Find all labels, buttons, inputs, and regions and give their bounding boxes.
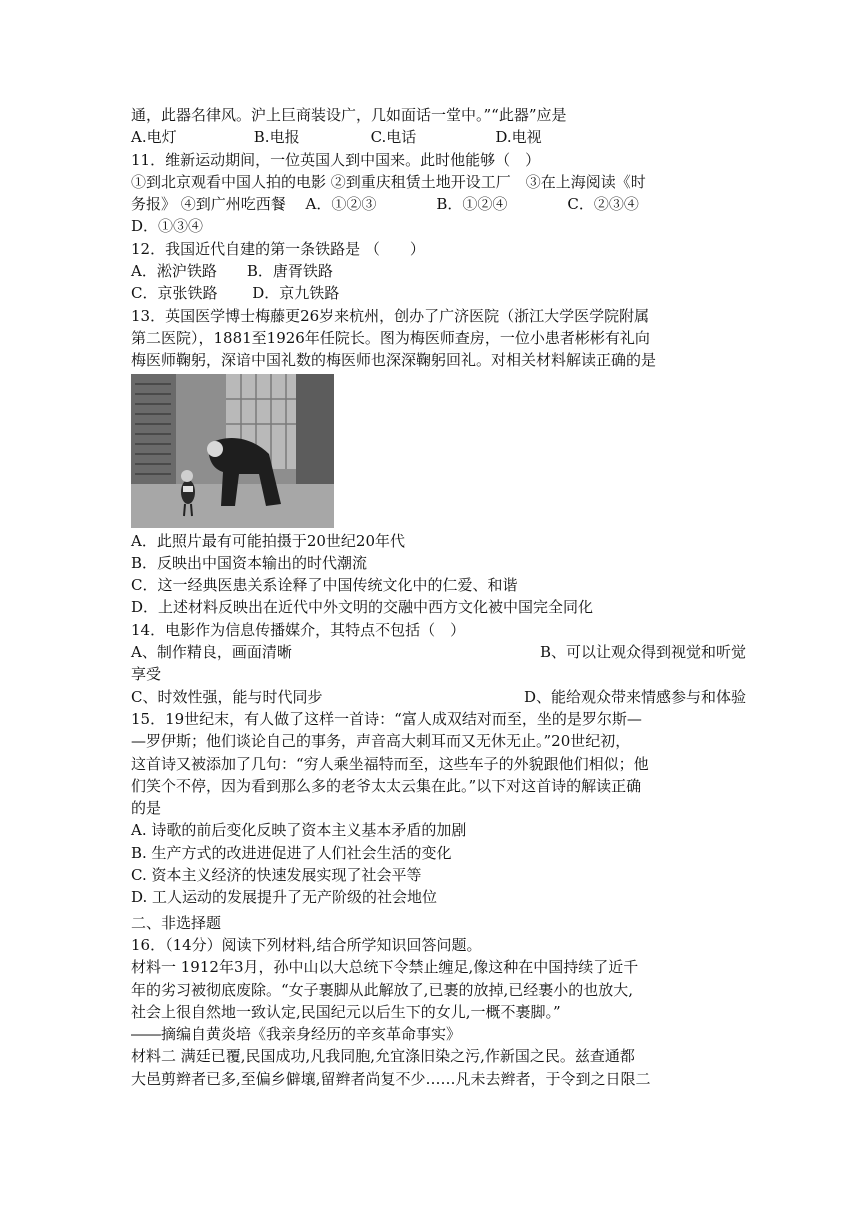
q10-option-a: A.电灯 — [131, 128, 177, 147]
q10-options — [131, 126, 746, 148]
q14-option-c: C、时效性强，能与时代同步 — [131, 687, 323, 706]
q15-line: 的是 — [131, 799, 162, 818]
q12-options-cd: C．京张铁路 D．京九铁路 — [131, 284, 340, 303]
q15-option-b: B. 生产方式的改进进促进了人们社会生活的变化 — [131, 843, 452, 862]
q14-options-ab — [131, 641, 746, 663]
q12-stem: 12．我国近代自建的第一条铁路是 （ ） — [131, 239, 425, 258]
q11-stem: 11．维新运动期间，一位英国人到中国来。此时他能够（ ） — [131, 150, 541, 169]
q13-option-b: B．反映出中国资本输出的时代潮流 — [131, 553, 368, 572]
doctor-bowing-photo — [131, 374, 334, 528]
q16-source: ――摘编自黄炎培《我亲身经历的辛亥革命事实》 — [131, 1025, 462, 1044]
q15-option-a: A. 诗歌的前后变化反映了资本主义基本矛盾的加剧 — [131, 821, 467, 840]
q15-line: —罗伊斯；他们谈论自己的事务，声音高大刺耳而又无休无止。”20世纪初， — [131, 732, 631, 751]
q13-stem: 13．英国医学博士梅藤更26岁来杭州，创办了广济医院（浙江大学医学院附属 — [131, 306, 650, 325]
q16-material-line: 材料二 满廷已覆,民国成功,凡我同胞,允宜涤旧染之污,作新国之民。兹查通都 — [131, 1047, 635, 1066]
q15-line: 们笑个不停，因为看到那么多的老爷太太云集在此。”以下对这首诗的解读正确 — [131, 776, 642, 795]
q16-material-line: 大邑剪辫者已多,至偏乡僻壤,留辫者尚复不少……凡未去辫者，于令到之日限二 — [131, 1069, 651, 1088]
q11-line: D．①③④ — [131, 217, 204, 236]
q14-option-a: A、制作精良，画面清晰 — [131, 643, 292, 662]
q10-option-b: B.电报 — [253, 128, 300, 147]
section-heading: 二、非选择题 — [131, 913, 222, 932]
q15-option-c: C. 资本主义经济的快速发展实现了社会平等 — [131, 866, 422, 885]
q13-option-c: C．这一经典医患关系诠释了中国传统文化中的仁爱、和谐 — [131, 576, 518, 595]
q13-stem: 第二医院），1881至1926年任院长。图为梅医师查房，一位小患者彬彬有礼向 — [131, 328, 650, 347]
photo-illustration — [131, 374, 334, 528]
q11-line: 务报》 ④到广州吃西餐 A．①②③ B．①②④ C．②③④ — [131, 195, 639, 214]
q11-line: ①到北京观看中国人拍的电影 ②到重庆租赁土地开设工厂 ③在上海阅读《时 — [131, 172, 646, 191]
q16-stem: 16．（14分）阅读下列材料,结合所学知识回答问题。 — [131, 935, 482, 954]
q14-stem: 14．电影作为信息传播媒介，其特点不包括（ ） — [131, 620, 466, 639]
document-page — [131, 104, 746, 1090]
q10-option-d: D.电视 — [495, 128, 542, 147]
q10-stem-tail: 通，此器名律风。沪上巨商装设广，几如面话一堂中。”“此器”应是 — [131, 106, 567, 124]
q13-option-d: D．上述材料反映出在近代中外文明的交融中西方文化被中国完全同化 — [131, 598, 594, 617]
q13-stem: 梅医师鞠躬，深谙中国礼数的梅医师也深深鞠躬回礼。对相关材料解读正确的是 — [131, 351, 657, 370]
q16-material-line: 社会上很自然地一致认定,民国纪元以后生下的女儿,一概不裹脚。” — [131, 1002, 561, 1021]
q15-line: 15．19世纪末，有人做了这样一首诗：“富人成双结对而至，坐的是罗尔斯— — [131, 709, 642, 728]
q14-option-b: B、可以让观众得到视觉和听觉 — [539, 643, 746, 662]
q15-line: 这首诗又被添加了几句：“穷人乘坐福特而至，这些车子的外貌跟他们相似；他 — [131, 754, 649, 773]
q16-material-line: 年的劣习被彻底废除。“女子裹脚从此解放了,已裹的放掉,已经裹小的也放大, — [131, 980, 633, 999]
q10-option-c: C.电话 — [370, 128, 417, 147]
q14-option-b-cont: 享受 — [131, 665, 162, 684]
q14-option-d: D、能给观众带来情感参与和体验 — [523, 687, 746, 706]
q12-options-ab: A．淞沪铁路 B．唐胥铁路 — [131, 262, 333, 281]
q15-option-d: D. 工人运动的发展提升了无产阶级的社会地位 — [131, 888, 438, 907]
q16-material-line: 材料一 1912年3月，孙中山以大总统下令禁止缠足,像这种在中国持续了近千 — [131, 958, 639, 977]
q14-options-cd — [131, 686, 746, 708]
q13-option-a: A．此照片最有可能拍摄于20世纪20年代 — [131, 531, 406, 550]
